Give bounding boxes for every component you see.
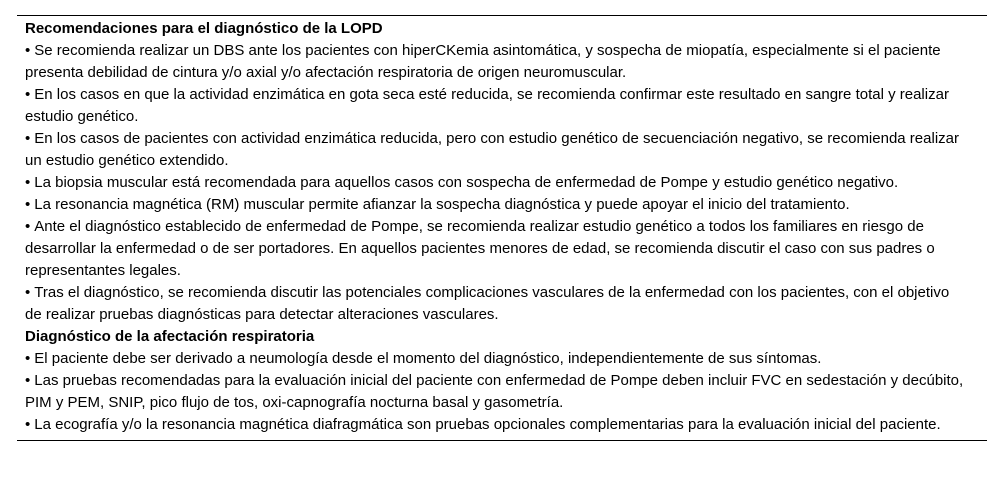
list-item-text: La resonancia magnética (RM) muscular permite afianzar la sospecha diagnóstica y puede apoyar el inicio del tratamiento. <box>34 196 850 213</box>
list-item-text: Ante el diagnóstico establecido de enfermedad de Pompe, se recomienda realizar estudio genético a todos los familiares en riesgo de desarrollar la enfermedad o de ser portadores. En aquellos pacientes menores de edad, se recomienda discutir el caso con sus padres o representantes legales. <box>25 218 935 279</box>
list-item <box>25 40 965 84</box>
list-item-text: La ecografía y/o la resonancia magnética diafragmática son pruebas opcionales complementarias para la evaluación inicial del paciente. <box>34 416 941 433</box>
bullet-icon: • <box>25 174 31 191</box>
list-item-text: Se recomienda realizar un DBS ante los pacientes con hiperCKemia asintomática, y sospecha de miopatía, especialmente si el paciente presenta debilidad de cintura y/o axial y/o afectación respiratoria de origen neuromuscular. <box>25 42 941 81</box>
bullet-icon: • <box>25 284 31 301</box>
bullet-icon: • <box>25 218 31 235</box>
bullet-icon: • <box>25 350 31 367</box>
bullet-icon: • <box>25 86 31 103</box>
section-lopd-diagnosis <box>25 18 987 326</box>
list-item <box>25 216 965 282</box>
bullet-icon: • <box>25 130 31 147</box>
list-item <box>25 194 965 216</box>
list-item-text: En los casos en que la actividad enzimática en gota seca esté reducida, se recomienda confirmar este resultado en sangre total y realizar estudio genético. <box>25 86 949 125</box>
list-item <box>25 128 965 172</box>
list-item-text: Tras el diagnóstico, se recomienda discutir las potenciales complicaciones vasculares de la enfermedad con los pacientes, con el objetivo de realizar pruebas diagnósticas para detectar alteraciones vasculares. <box>25 284 950 323</box>
list-item-text: En los casos de pacientes con actividad enzimática reducida, pero con estudio genético de secuenciación negativo, se recomienda realizar un estudio genético extendido. <box>25 130 959 169</box>
list-item <box>25 414 965 436</box>
section-title: Recomendaciones para el diagnóstico de la LOPD <box>25 20 383 37</box>
list-item <box>25 348 965 370</box>
list-item <box>25 282 965 326</box>
list-item <box>25 370 965 414</box>
list-item-text: La biopsia muscular está recomendada para aquellos casos con sospecha de enfermedad de Pompe y estudio genético negativo. <box>34 174 899 191</box>
list-item <box>25 172 965 194</box>
list-item <box>25 84 965 128</box>
bullet-icon: • <box>25 416 31 433</box>
list-item-text: Las pruebas recomendadas para la evaluación inicial del paciente con enfermedad de Pompe deben incluir FVC en sedestación y decúbito, PIM y PEM, SNIP, pico flujo de tos, oxi-capnografía nocturna basal y gasometría. <box>25 372 964 411</box>
bullet-icon: • <box>25 372 31 389</box>
list-item-text: El paciente debe ser derivado a neumología desde el momento del diagnóstico, independientemente de sus síntomas. <box>34 350 822 367</box>
section-title: Diagnóstico de la afectación respiratoria <box>25 328 315 345</box>
bullet-icon: • <box>25 42 31 59</box>
section-respiratory-diagnosis <box>25 326 987 436</box>
bullet-icon: • <box>25 196 31 213</box>
recommendations-table <box>17 15 987 441</box>
